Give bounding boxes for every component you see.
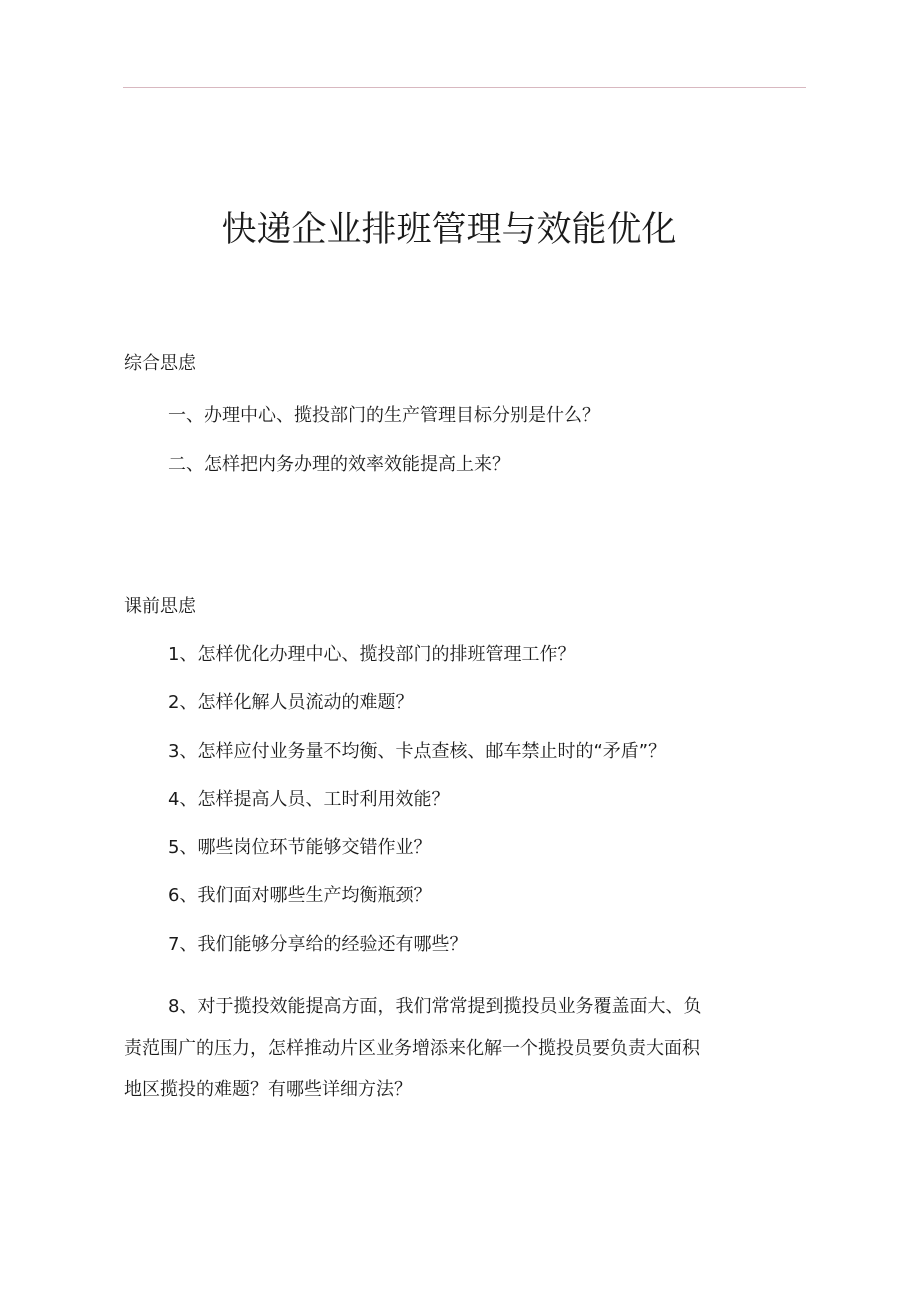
- paragraph-line: 8、对于揽投效能提高方面，我们常常提到揽投员业务覆盖面大、负: [168, 996, 702, 1017]
- list-item: 7、我们能够分享给的经验还有哪些？: [168, 934, 468, 955]
- list-item: 3、怎样应付业务量不均衡、卡点查核、邮车禁止时的“矛盾”？: [168, 741, 667, 762]
- section-heading-preclass: 课前思虑: [124, 596, 196, 617]
- list-item: 一、办理中心、揽投部门的生产管理目标分别是什么？: [168, 405, 600, 426]
- paragraph-line: 地区揽投的难题？有哪些详细方法？: [124, 1079, 412, 1100]
- header-rule: [123, 87, 806, 88]
- list-item: 5、哪些岗位环节能够交错作业？: [168, 837, 432, 858]
- list-item: 二、怎样把内务办理的效率效能提高上来？: [168, 454, 510, 475]
- section-heading-overall: 综合思虑: [124, 353, 196, 374]
- list-item: 1、怎样优化办理中心、揽投部门的排班管理工作？: [168, 644, 576, 665]
- document-title: 快递企业排班管理与效能优化: [221, 210, 677, 250]
- paragraph-line: 责范围广的压力，怎样推动片区业务增添来化解一个揽投员要负责大面积: [124, 1038, 700, 1059]
- list-item: 2、怎样化解人员流动的难题？: [168, 692, 414, 713]
- list-item: 6、我们面对哪些生产均衡瓶颈？: [168, 885, 432, 906]
- list-item: 4、怎样提高人员、工时利用效能？: [168, 789, 450, 810]
